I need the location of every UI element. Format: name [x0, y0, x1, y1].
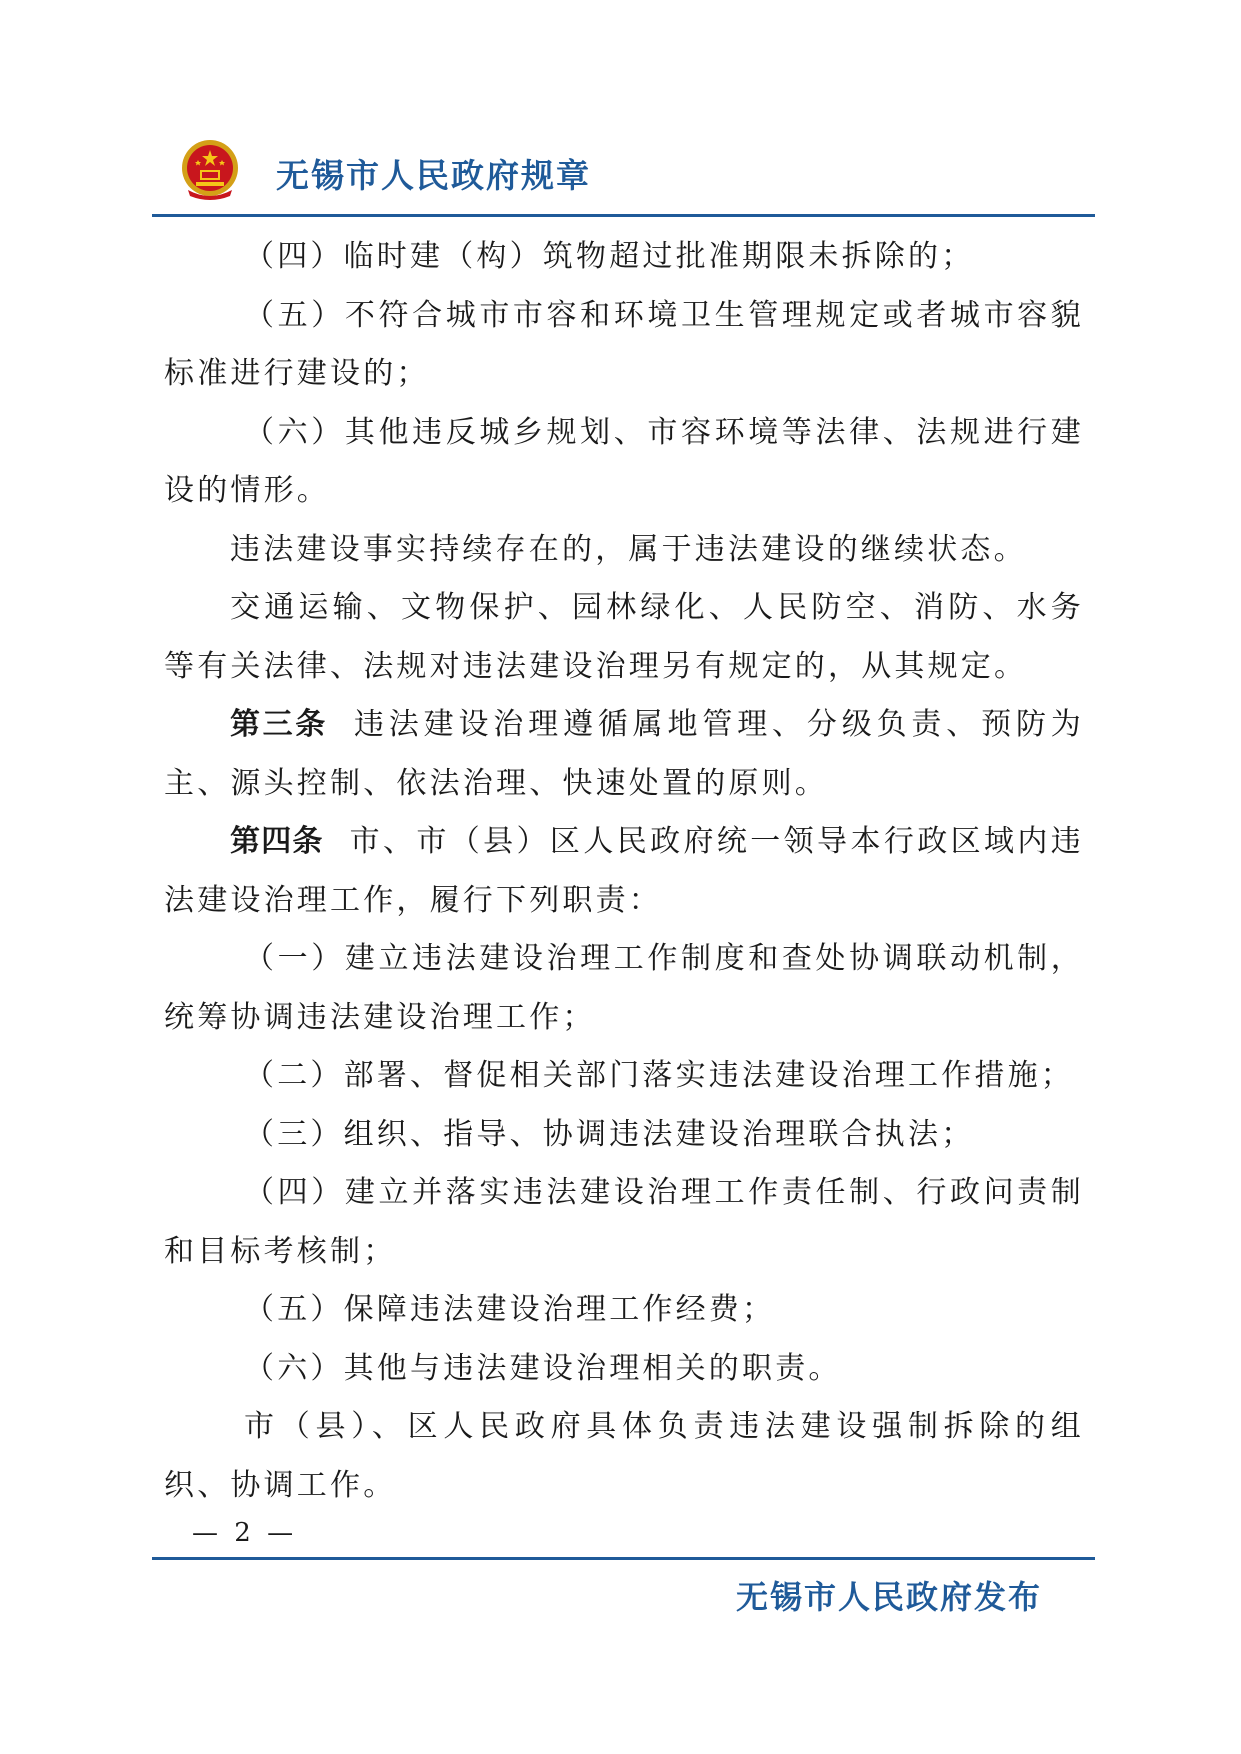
paragraph: [164, 1340, 1084, 1399]
paragraph: [164, 287, 1084, 404]
page-number: — 2 —: [192, 1518, 298, 1548]
article-number: 第三条: [230, 707, 328, 742]
paragraph-text: 违法建设治理遵循属地管理、分级负责、预防为主、源头控制、依法治理、快速处置的原则。: [164, 707, 1085, 801]
document-body: [164, 228, 1084, 1515]
paragraph-text: （六）其他与违法建设治理相关的职责。: [244, 1350, 842, 1386]
paragraph: [164, 521, 1084, 580]
paragraph: [164, 930, 1084, 1047]
paragraph: [164, 1281, 1084, 1340]
paragraph-text: （四）建立并落实违法建设治理工作责任制、行政问责制和目标考核制；: [164, 1175, 1084, 1269]
paragraph: [164, 1106, 1084, 1165]
national-emblem-icon: [178, 138, 242, 202]
paragraph-text: （二）部署、督促相关部门落实违法建设治理工作措施；: [244, 1058, 1074, 1093]
paragraph: [164, 404, 1084, 521]
paragraph-text: 交通运输、文物保护、园林绿化、人民防空、消防、水务等有关法律、法规对违法建设治理另有规定的，从其规定。: [164, 590, 1084, 684]
paragraph: [164, 1398, 1084, 1515]
article-paragraph: [164, 813, 1084, 930]
article-number: 第四条: [230, 824, 324, 859]
header-title: 无锡市人民政府规章: [276, 156, 591, 195]
page-header: [152, 128, 1095, 220]
paragraph-text: 违法建设事实持续存在的，属于违法建设的继续状态。: [230, 531, 1027, 567]
paragraph-text: （五）不符合城市市容和环境卫生管理规定或者城市容貌标准进行建设的；: [164, 297, 1084, 391]
paragraph-text: （六）其他违反城乡规划、市容环境等法律、法规进行建设的情形。: [164, 414, 1084, 508]
footer-title: 无锡市人民政府发布: [736, 1578, 1043, 1616]
footer-divider: [152, 1557, 1095, 1560]
paragraph-text: （三）组织、指导、协调违法建设治理联合执法；: [244, 1116, 975, 1152]
paragraph-text: （四）临时建（构）筑物超过批准期限未拆除的；: [244, 239, 975, 274]
paragraph-text: （一）建立违法建设治理工作制度和查处协调联动机制，统筹协调违法建设治理工作；: [164, 941, 1084, 1035]
paragraph: [164, 228, 1084, 287]
header-divider: [152, 214, 1095, 217]
paragraph-text: 市（县）、区人民政府具体负责违法建设强制拆除的组织、协调工作。: [164, 1409, 1084, 1503]
paragraph-text: （五）保障违法建设治理工作经费；: [244, 1292, 776, 1327]
article-paragraph: [164, 696, 1084, 813]
paragraph: [164, 579, 1084, 696]
paragraph: [164, 1047, 1084, 1106]
paragraph: [164, 1164, 1084, 1281]
paragraph-text: 市、市（县）区人民政府统一领导本行政区域内违法建设治理工作，履行下列职责：: [164, 824, 1084, 918]
